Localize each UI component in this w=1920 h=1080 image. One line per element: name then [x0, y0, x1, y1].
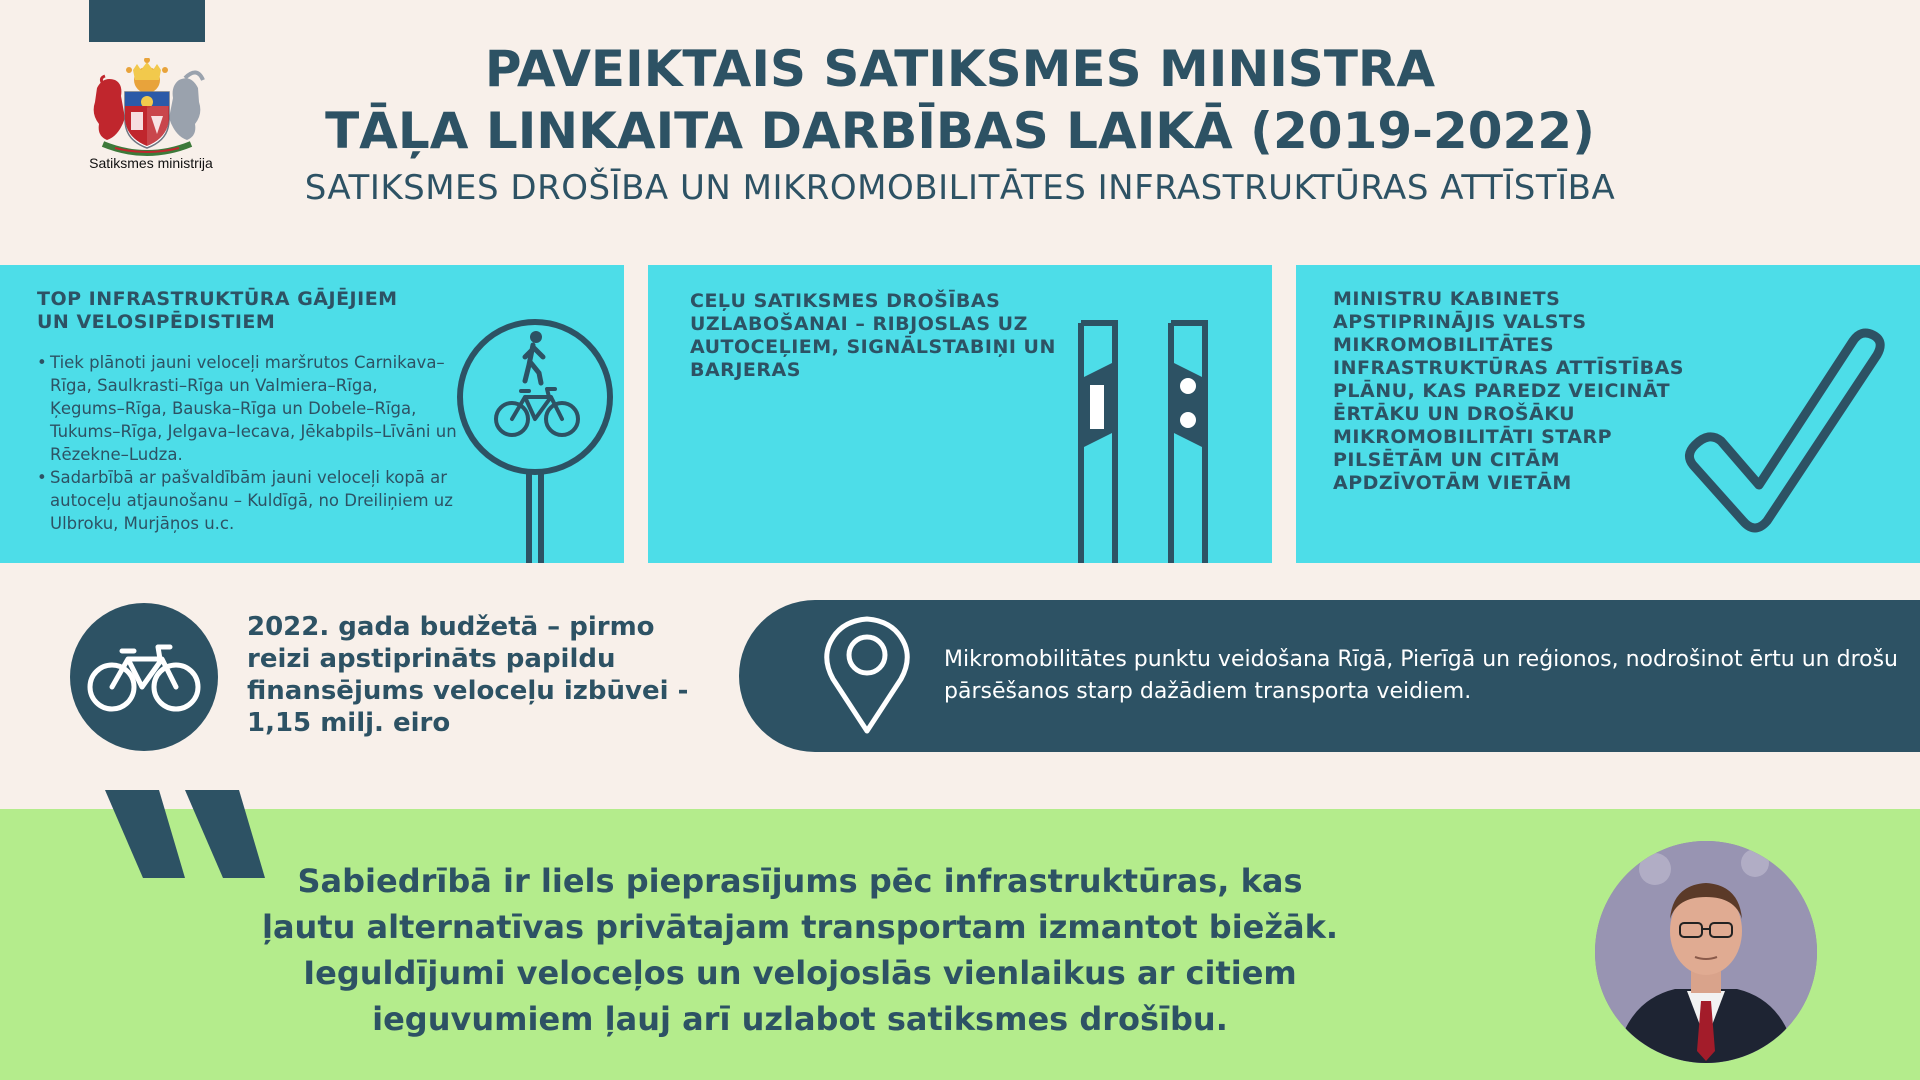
minister-portrait	[1595, 841, 1817, 1063]
budget-statement: 2022. gada budžetā – pirmo reizi apstiprināts papildu finansējums veloceļu izbūvei - 1,15 milj. eiro	[247, 612, 689, 738]
delineator-posts-icon	[1078, 320, 1208, 563]
ministry-name: Satiksmes ministrija	[89, 155, 213, 171]
bullet-list	[37, 351, 457, 535]
bullet-item: • Sadarbībā ar pašvaldībām jauni veloceļi kopā ar autoceļu atjaunošanu – Kuldīgā, no Dreiliņiem uz Ulbroku, Murjāņos u.c.	[37, 466, 457, 535]
panel-title-line-2: UN VELOSIPĒDISTIEM	[37, 311, 276, 333]
title-line-2: TĀĻA LINKAITA DARBĪBAS LAIKĀ (2019-2022)	[325, 102, 1595, 160]
quote-line: ieguvumiem ļauj arī uzlabot satiksmes drošību.	[372, 1000, 1228, 1038]
minister-quote	[230, 858, 1370, 1042]
top-accent-bar	[89, 0, 205, 42]
mobility-points-banner	[739, 600, 1920, 752]
quote-line: Sabiedrībā ir liels pieprasījums pēc infrastruktūras, kas	[297, 862, 1303, 900]
person-photo-icon	[1595, 841, 1817, 1063]
mobility-points-text: Mikromobilitātes punktu veidošana Rīgā, Pierīgā un reģionos, nodrošinot ērtu un drošu pārsēšanos starp dažādiem transporta veidiem.	[944, 647, 1899, 704]
panel-title: MINISTRU KABINETS APSTIPRINĀJIS VALSTS MIKROMOBILITĀTES INFRASTRUKTŪRAS ATTĪSTĪBAS PLĀNU, KAS PAREDZ VEICINĀT ĒRTĀKU UN DROŠĀKU MIKROMOBILITĀTI STARP PILSĒTĀM UN CITĀM APDZĪVOTĀM VIETĀM	[1333, 288, 1684, 494]
title-line-1: PAVEIKTAIS SATIKSMES MINISTRA	[484, 40, 1436, 98]
panel-title	[37, 288, 437, 334]
road-safety-panel	[648, 265, 1272, 563]
bicycle-icon	[70, 603, 218, 751]
quote-line: ļautu alternatīvas privātajam transportam izmantot biežāk.	[261, 908, 1339, 946]
pedestrian-bicycle-sign-icon	[455, 317, 615, 563]
quote-line: Ieguldījumi veloceļos un velojoslās vienlaikus ar citiem	[303, 954, 1297, 992]
micromobility-plan-panel	[1296, 265, 1920, 563]
page-subtitle: SATIKSMES DROŠĪBA UN MIKROMOBILITĀTES INFRASTRUKTŪRAS ATTĪSTĪBA	[304, 168, 1616, 208]
panel-title: CEĻU SATIKSMES DROŠĪBAS UZLABOŠANAI – RIBJOSLAS UZ AUTOCEĻIEM, SIGNĀLSTABIŅI UN BARJERAS	[690, 290, 1056, 381]
panel-title-line-1: TOP INFRASTRUKTŪRA GĀJĒJIEM	[37, 288, 398, 310]
bullet-item: • Tiek plānoti jauni veloceļi maršrutos Carnikava–Rīga, Saulkrasti–Rīga un Valmiera–Rīga, Ķegums–Rīga, Bauska–Rīga un Dobele–Rīga, Tukums–Rīga, Jelgava–Iecava, Jēkabpils–Līvāni un Rēzekne–Ludza.	[37, 351, 457, 466]
page-title	[150, 38, 1770, 162]
infrastructure-panel	[0, 265, 624, 563]
checkmark-icon	[1681, 325, 1886, 535]
budget-bicycle-badge	[70, 603, 218, 751]
map-pin-icon	[819, 615, 915, 735]
